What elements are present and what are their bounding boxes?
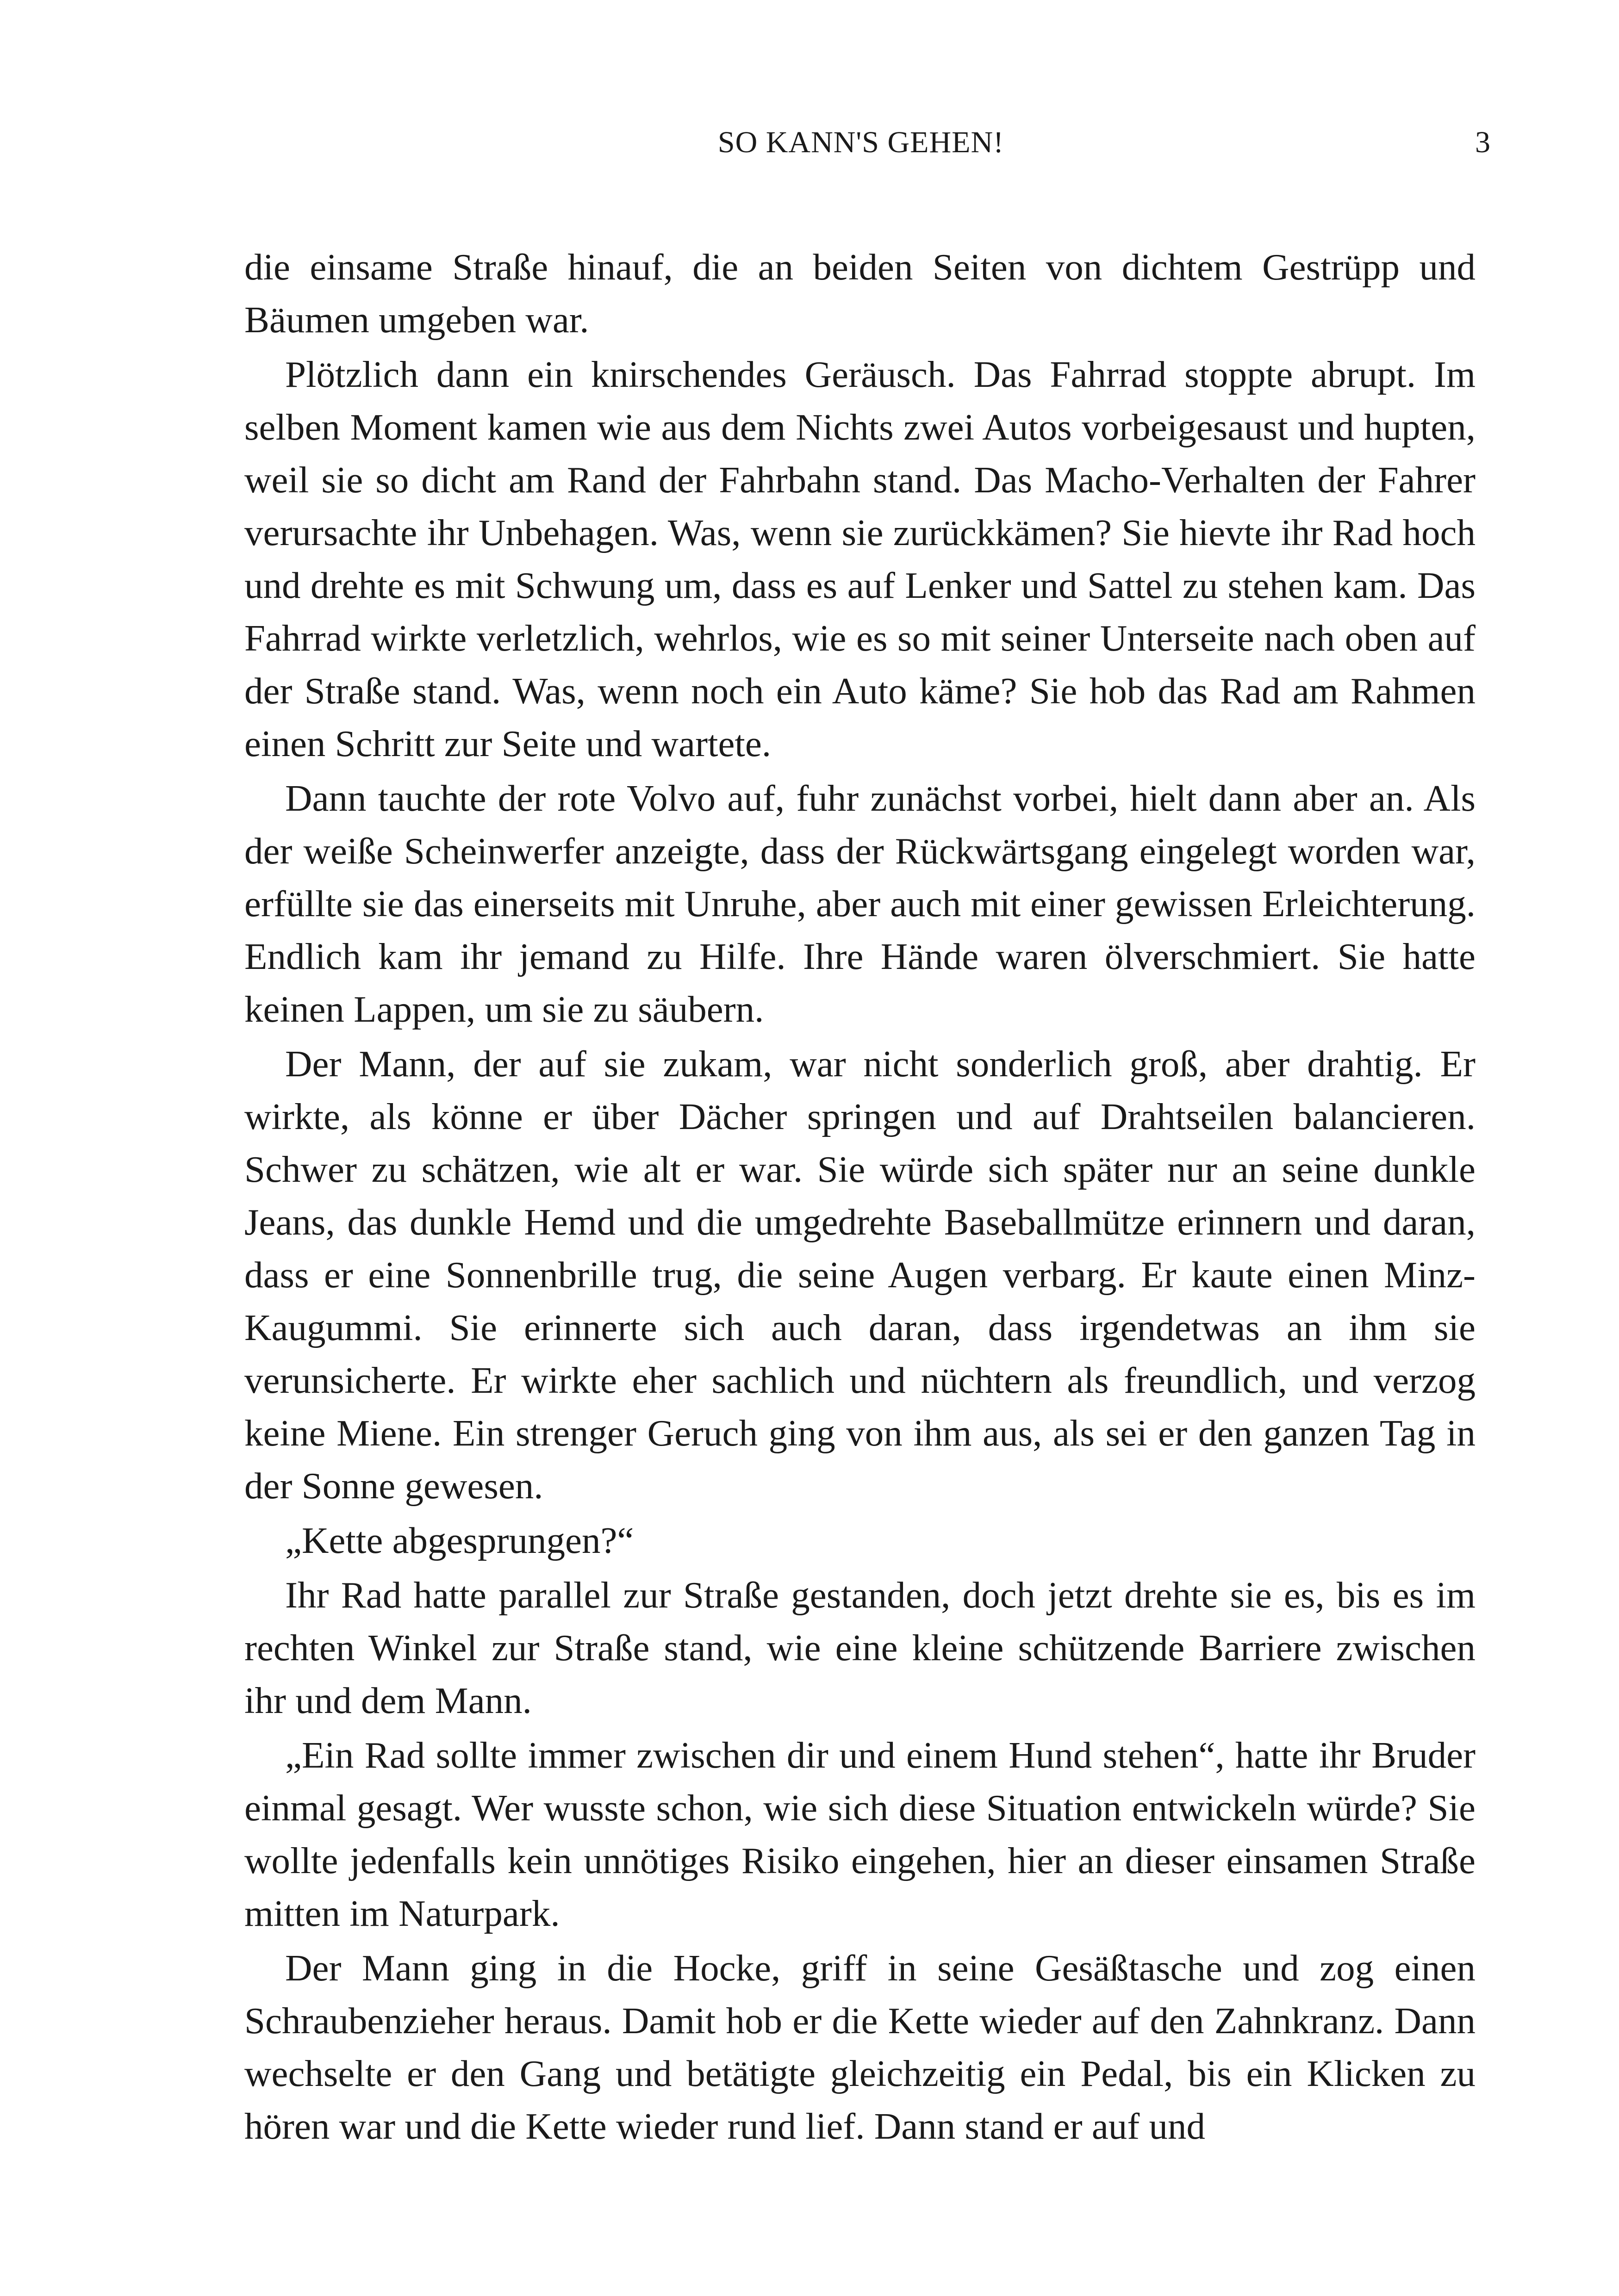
running-title: SO KANN'S GEHEN! [717, 125, 1004, 159]
paragraph: die einsame Straße hinauf, die an beiden Seiten von dichtem Gestrüpp und Bäumen umgeben war. [244, 246, 1476, 341]
body-text [244, 241, 1476, 2153]
paragraph: „Kette abgesprungen?“ [285, 1520, 634, 1561]
paragraph: Dann tauchte der rote Volvo auf, fuhr zunächst vorbei, hielt dann aber an. Als der weiße Scheinwerfer anzeigte, dass der Rückwärtsgang eingelegt worden war, erfüllte sie das einerseits mit Unruhe, aber auch mit einer gewissen Erleichterung. Endlich kam ihr jemand zu Hilfe. Ihre Hände waren ölverschmiert. Sie hatte keinen Lappen, um sie zu säubern. [244, 777, 1476, 1030]
paragraph: „Ein Rad sollte immer zwischen dir und einem Hund stehen“, hatte ihr Bruder einmal gesagt. Wer wusste schon, wie sich diese Situation entwickeln würde? Sie wollte jedenfalls kein unnötiges Risiko eingehen, hier an dieser einsamen Straße mitten im Naturpark. [244, 1734, 1476, 1934]
paragraph: Der Mann ging in die Hocke, griff in seine Gesäßtasche und zog einen Schraubenzieher heraus. Damit hob er die Kette wieder auf den Zahnkranz. Dann wechselte er den Gang und betätigte gleichzeitig ein Pedal, bis ein Klicken zu hören war und die Kette wieder rund lief. Dann stand er auf und [244, 1947, 1476, 2147]
paragraph: Der Mann, der auf sie zukam, war nicht sonderlich groß, aber drahtig. Er wirkte, als könne er über Dächer springen und auf Drahtseilen balancieren. Schwer zu schätzen, wie alt er war. Sie würde sich später nur an seine dunkle Jeans, das dunkle Hemd und die umgedrehte Baseballmütze erinnern und daran, dass er eine Sonnenbrille trug, die seine Augen verbarg. Er kaute einen Minz-Kaugummi. Sie erinnerte sich auch daran, dass irgendetwas an ihm sie verunsicherte. Er wirkte eher sachlich und nüchtern als freundlich, und verzog keine Miene. Ein strenger Geruch ging von ihm aus, als sei er den ganzen Tag in der Sonne gewesen. [244, 1043, 1476, 1507]
running-head [245, 125, 1490, 176]
paragraph: Plötzlich dann ein knirschendes Geräusch. Das Fahrrad stoppte abrupt. Im selben Moment kamen wie aus dem Nichts zwei Autos vorbeigesaust und hupten, weil sie so dicht am Rand der Fahrbahn stand. Das Macho-Verhalten der Fahrer verursachte ihr Unbehagen. Was, wenn sie zurückkämen? Sie hievte ihr Rad hoch und drehte es mit Schwung um, dass es auf Lenker und Sattel zu stehen kam. Das Fahrrad wirkte verletzlich, wehrlos, wie es so mit seiner Unterseite nach oben auf der Straße stand. Was, wenn noch ein Auto käme? Sie hob das Rad am Rahmen einen Schritt zur Seite und wartete. [244, 354, 1476, 764]
page-number: 3 [1475, 125, 1490, 159]
paragraph: Ihr Rad hatte parallel zur Straße gestanden, doch jetzt drehte sie es, bis es im rechten Winkel zur Straße stand, wie eine kleine schützende Barriere zwischen ihr und dem Mann. [244, 1574, 1476, 1721]
